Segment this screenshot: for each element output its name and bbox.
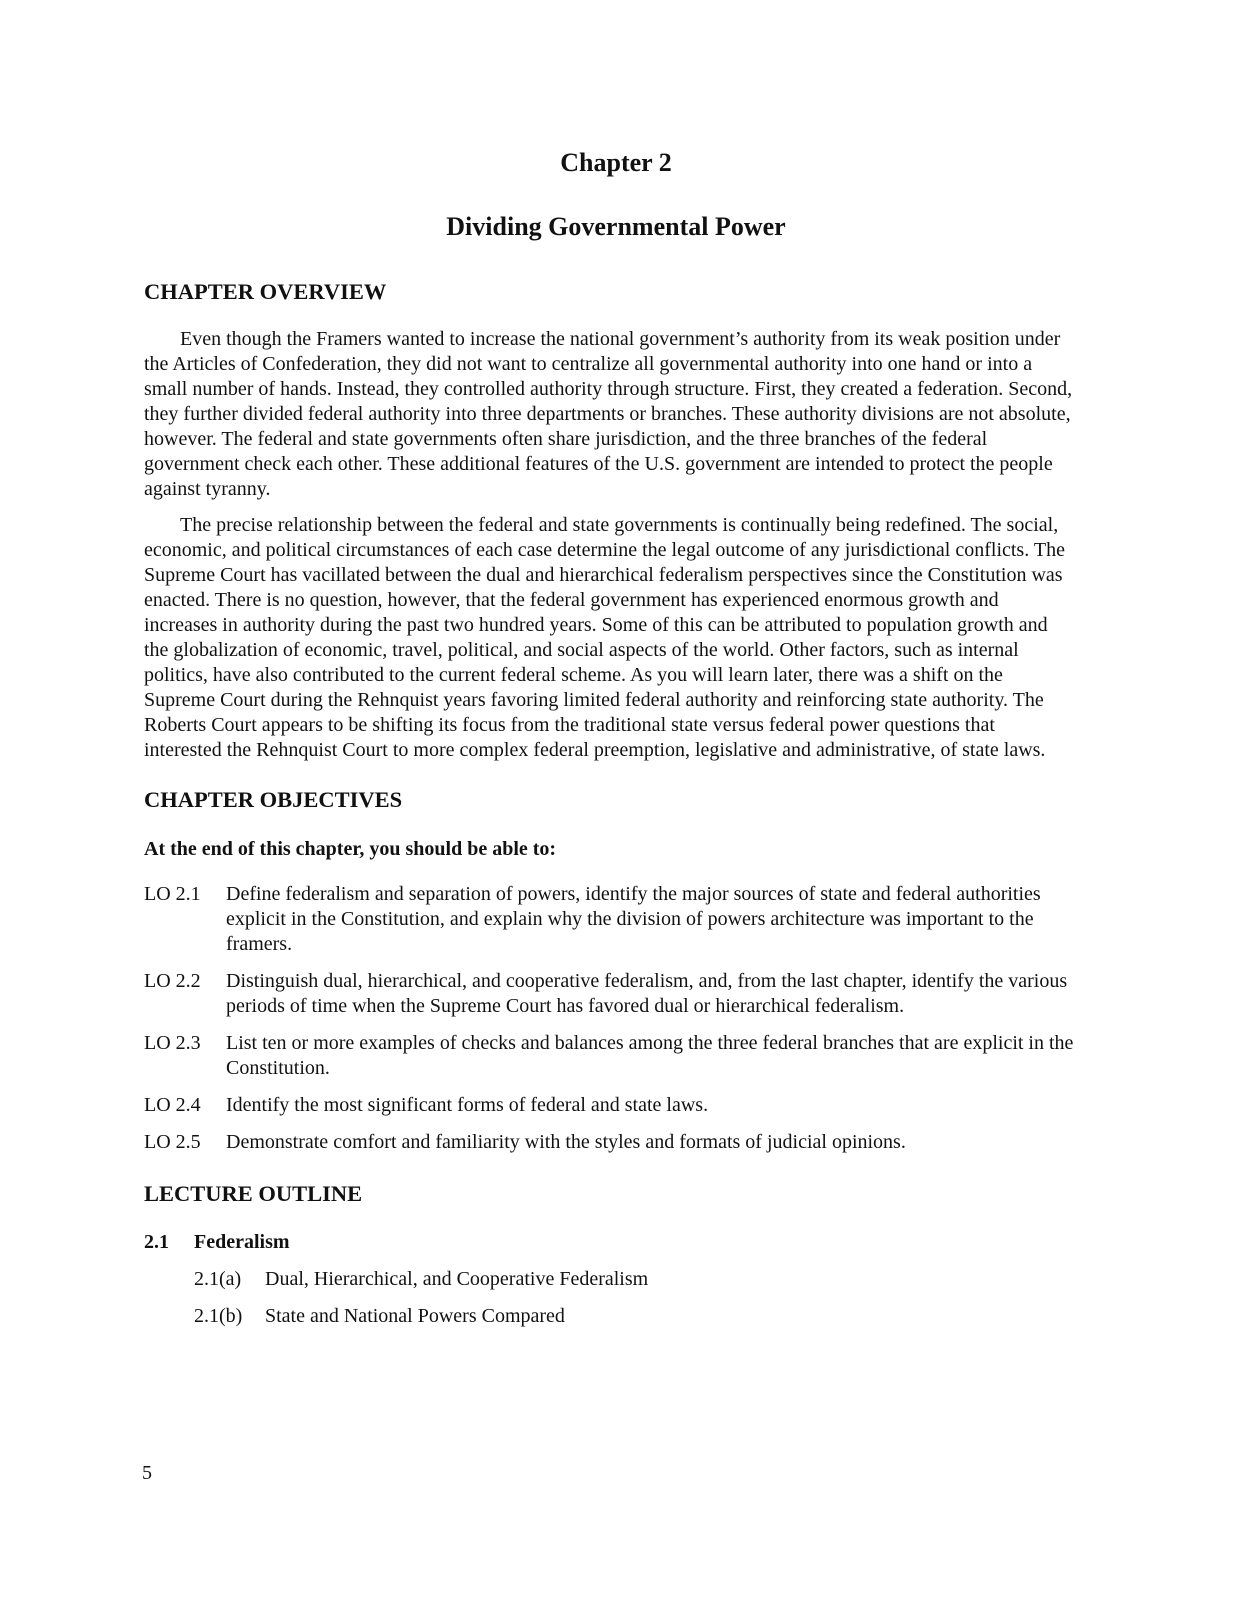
learning-objective-item [144,1093,1074,1118]
learning-objective-number: LO 2.2 [144,970,201,992]
outline-subsection-number: 2.1(b) [194,1305,243,1327]
learning-objective-text: Demonstrate comfort and familiarity with the styles and formats of judicial opinions. [226,1131,906,1153]
objectives-lead-in: At the end of this chapter, you should be able to: [144,838,557,860]
learning-objectives-list [144,882,1074,1155]
learning-objective-item [144,1130,1074,1155]
overview-paragraph-1: Even though the Framers wanted to increase the national government’s authority from its weak position under the Articles of Confederation, they did not want to centralize all governmental authority into one hand or into a small number of hands. Instead, they controlled authority through structure. First, they created a federation. Second, they further divided federal authority into three departments or branches. These authority divisions are not absolute, however. The federal and state governments often share jurisdiction, and the three branches of the federal government check each other. These additional features of the U.S. government are intended to protect the people against tyranny. [144,328,1073,500]
learning-objective-item [144,1031,1074,1081]
outline-subsection-item [144,1266,1074,1292]
overview-paragraph-2: The precise relationship between the federal and state governments is continually being redefined. The social, economic, and political circumstances of each case determine the legal outcome of any jurisdictional conflicts. The Supreme Court has vacillated between the dual and hierarchical federalism perspectives since the Constitution was enacted. There is no question, however, that the federal government has experienced enormous growth and increases in authority during the past two hundred years. Some of this can be attributed to population growth and the globalization of economic, travel, political, and social aspects of the world. Other factors, such as internal politics, have also contributed to the current federal scheme. As you will learn later, there was a shift on the Supreme Court during the Rehnquist years favoring limited federal authority and reinforcing state authority. The Roberts Court appears to be shifting its focus from the traditional state versus federal power questions that interested the Rehnquist Court to more complex federal preemption, legislative and administrative, of state laws. [144,514,1065,761]
outline-subsection-title: Dual, Hierarchical, and Cooperative Federalism [265,1268,649,1290]
learning-objective-number: LO 2.4 [144,1094,201,1116]
page-number: 5 [142,1462,152,1484]
learning-objective-text: Distinguish dual, hierarchical, and cooperative federalism, and, from the last chapter, identify the various periods of time when the Supreme Court has favored dual or hierarchical federalism. [226,970,1068,1017]
learning-objective-number: LO 2.5 [144,1131,201,1153]
outline-subsection-item [144,1303,1074,1329]
lecture-outline-heading: LECTURE OUTLINE [144,1181,363,1206]
learning-objective-text: Define federalism and separation of powers, identify the major sources of state and federal authorities explicit in the Constitution, and explain why the division of powers architecture was important to the framers. [226,883,1041,955]
page-content [144,145,1074,1329]
chapter-overview-heading: CHAPTER OVERVIEW [144,279,387,304]
chapter-objectives-section [144,785,1074,1155]
chapter-overview-section [144,277,1074,763]
learning-objective-text: List ten or more examples of checks and balances among the three federal branches that are explicit in the Constitution. [226,1032,1074,1079]
chapter-number: Chapter 2 [560,148,672,177]
outline-section-item [144,1229,1074,1255]
lecture-outline-section [144,1179,1074,1329]
learning-objective-text: Identify the most significant forms of federal and state laws. [226,1094,709,1116]
outline-section-number: 2.1 [144,1231,169,1253]
chapter-objectives-heading: CHAPTER OBJECTIVES [144,787,403,812]
outline-subsection-number: 2.1(a) [194,1268,242,1290]
chapter-title: Dividing Governmental Power [446,212,786,241]
learning-objective-number: LO 2.3 [144,1032,201,1054]
outline-subsection-title: State and National Powers Compared [265,1305,565,1327]
outline-section-title: Federalism [194,1231,290,1253]
learning-objective-number: LO 2.1 [144,883,201,905]
learning-objective-item [144,969,1074,1019]
learning-objective-item [144,882,1074,957]
